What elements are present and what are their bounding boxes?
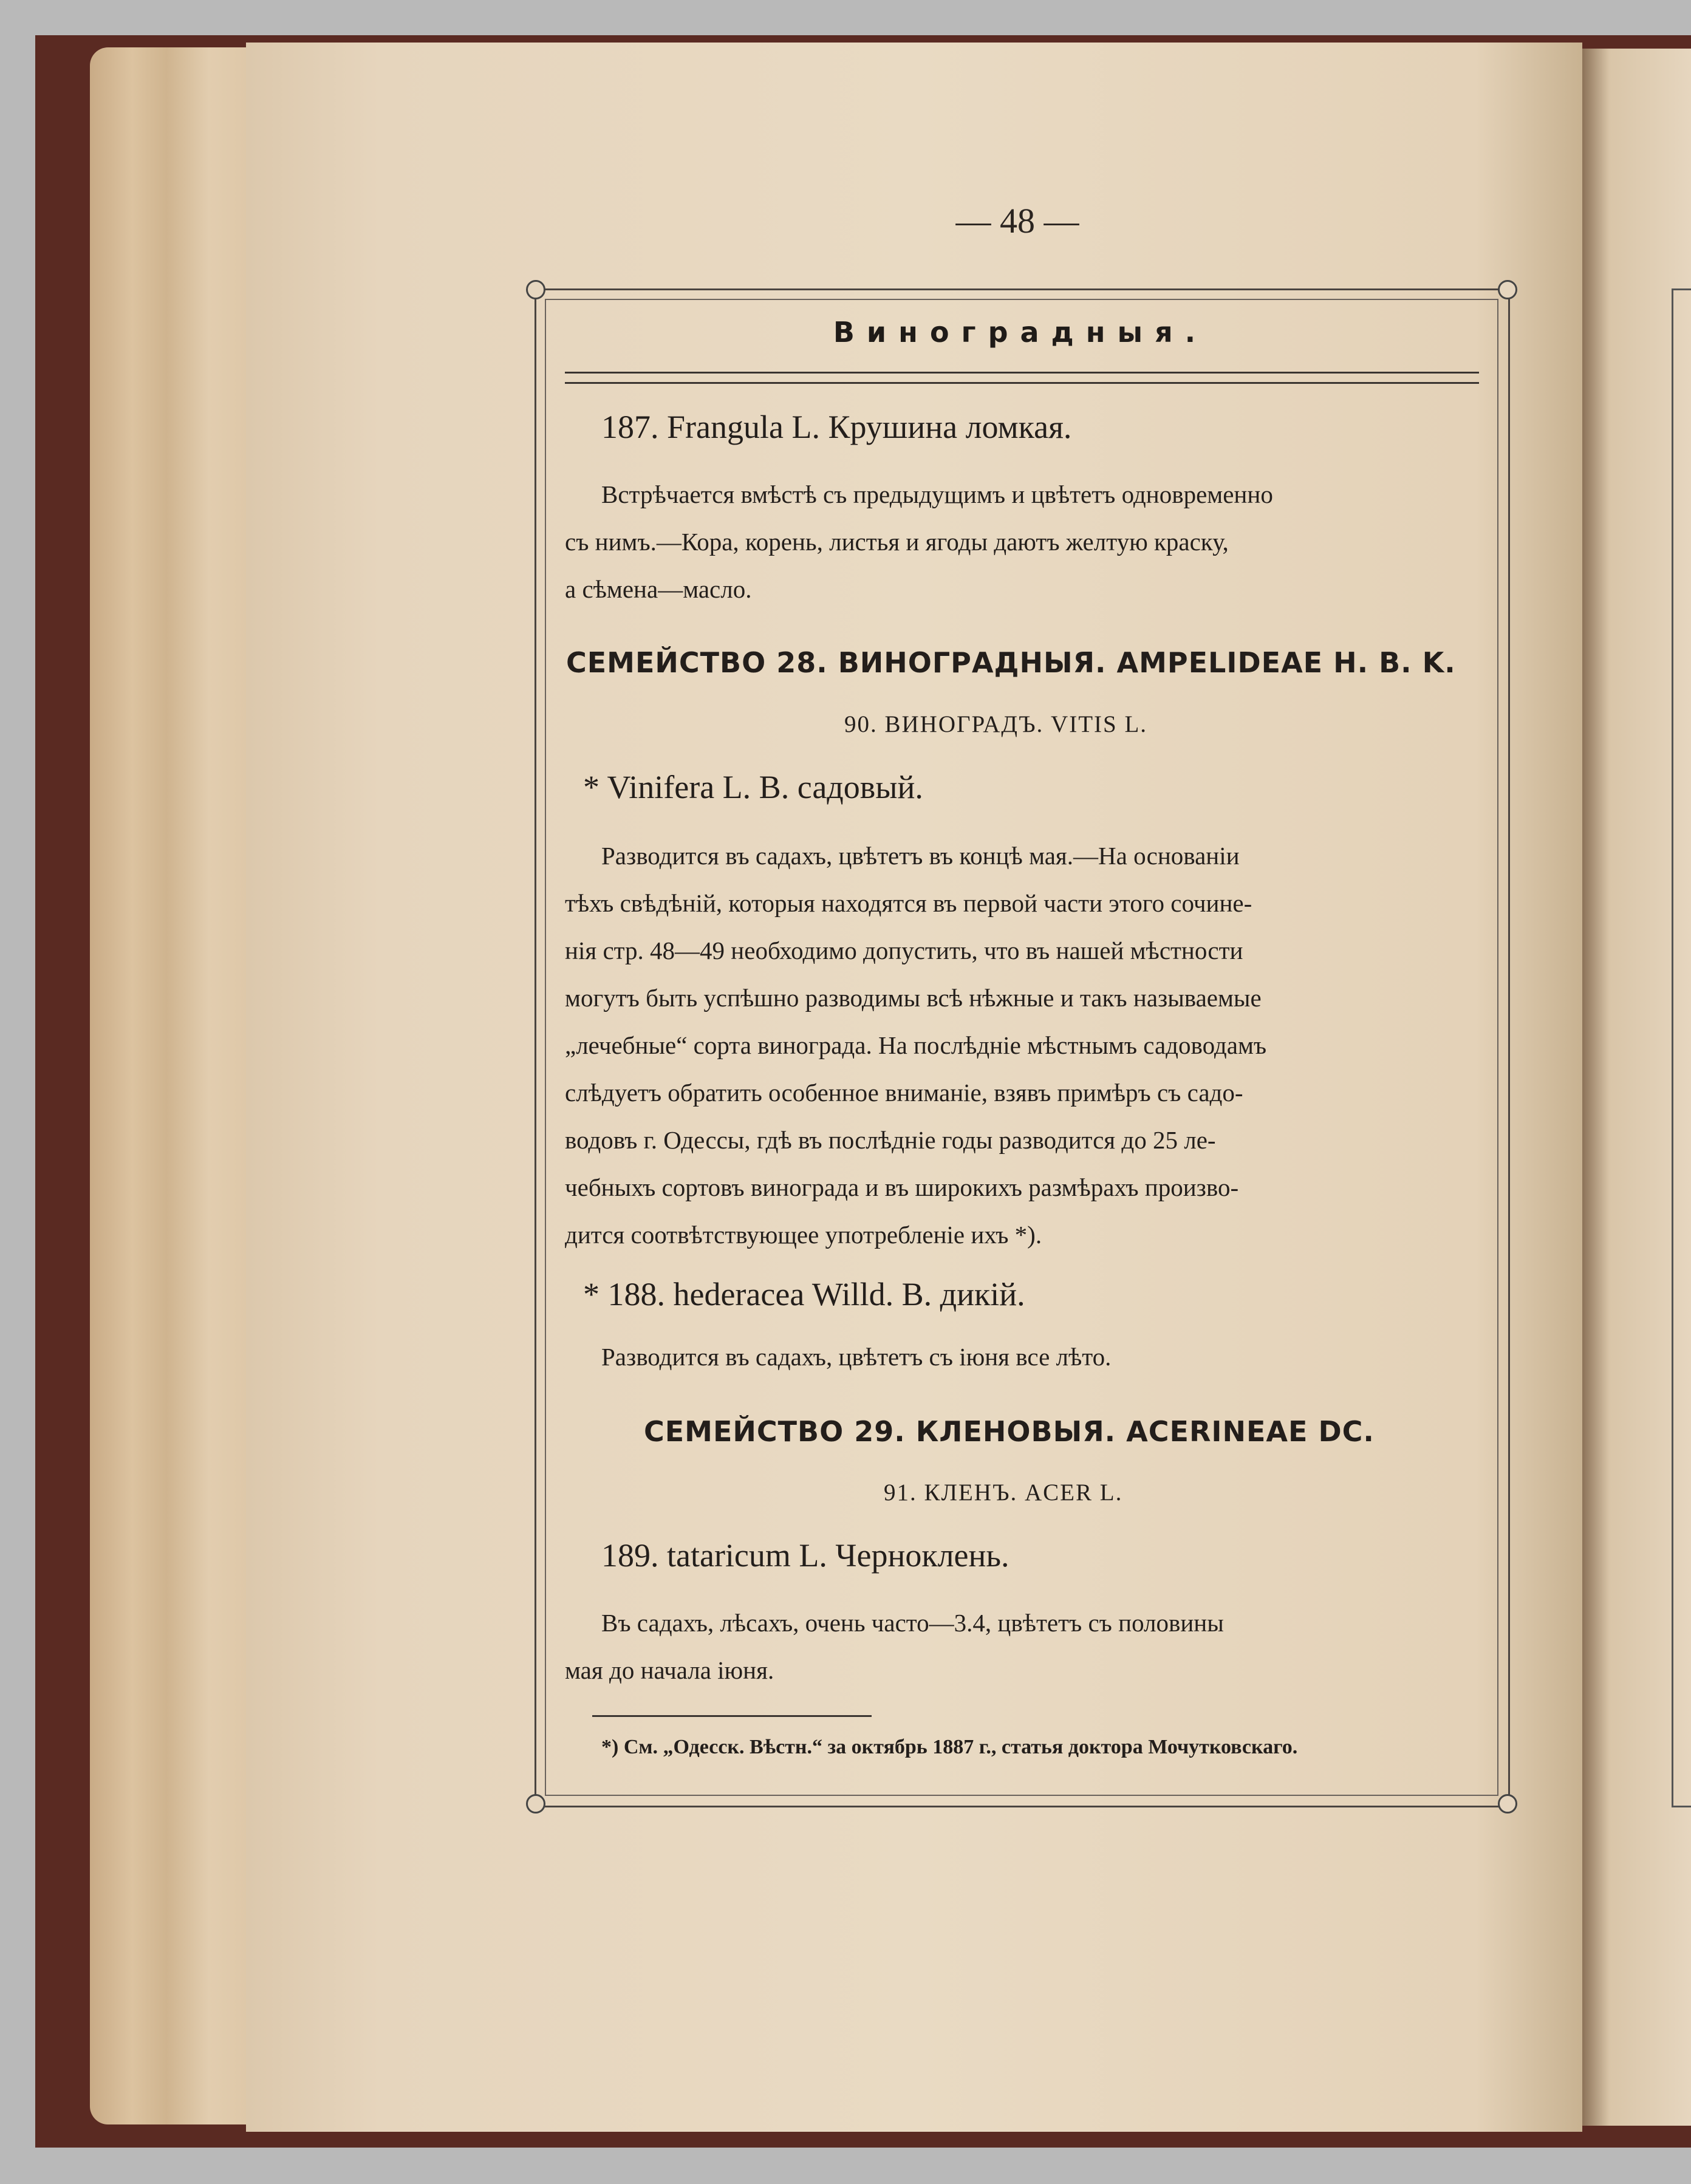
footnote-rule bbox=[592, 1715, 872, 1717]
genus-heading: 90. ВИНОГРАДЪ. VITIS L. bbox=[844, 711, 1148, 737]
species-heading: * 188. hederacea Willd. В. дикій. bbox=[583, 1276, 1025, 1312]
body-line: съ нимъ.—Кора, корень, листья и ягоды даютъ желтую краску, bbox=[565, 528, 1229, 556]
body-line: Разводится въ садахъ, цвѣтетъ съ іюня все лѣто. bbox=[601, 1343, 1112, 1371]
frame-corner-ornament bbox=[526, 280, 545, 299]
body-line: а сѣмена—масло. bbox=[565, 575, 752, 603]
family-heading: СЕМЕЙСТВО 29. КЛЕНОВЫЯ. ACERINEAE DC. bbox=[644, 1415, 1375, 1448]
header-double-rule bbox=[565, 372, 1479, 384]
species-heading: * Vinifera L. В. садовый. bbox=[583, 769, 923, 805]
body-line: могутъ быть успѣшно разводимы всѣ нѣжные и такъ называемые bbox=[565, 984, 1262, 1012]
species-heading: 189. tataricum L. Черноклень. bbox=[601, 1537, 1009, 1574]
body-line: Встрѣчается вмѣстѣ съ предыдущимъ и цвѣтетъ одновременно bbox=[601, 480, 1273, 508]
family-heading: СЕМЕЙСТВО 28. ВИНОГРАДНЫЯ. AMPELIDEAE H. B. K. bbox=[566, 646, 1456, 679]
page-edges bbox=[90, 47, 260, 2124]
frame-corner-ornament bbox=[526, 1794, 545, 1814]
facing-page-frame bbox=[1672, 288, 1691, 1807]
page-number: — 48 — bbox=[955, 201, 1079, 241]
body-line: тѣхъ свѣдѣній, которыя находятся въ первой части этого сочине- bbox=[565, 889, 1252, 917]
species-heading: 187. Frangula L. Крушина ломкая. bbox=[601, 409, 1072, 445]
frame-corner-ornament bbox=[1498, 280, 1517, 299]
body-line: водовъ г. Одессы, гдѣ въ послѣдніе годы разводится до 25 ле- bbox=[565, 1126, 1216, 1154]
body-line: Разводится въ садахъ, цвѣтетъ въ концѣ мая.—На основаніи bbox=[601, 842, 1240, 870]
running-head: Виноградныя. bbox=[833, 316, 1208, 349]
body-line: слѣдуетъ обратить особенное вниманіе, взявъ примѣръ съ садо- bbox=[565, 1079, 1243, 1107]
body-line: „лечебные“ сорта винограда. На послѣдніе мѣстнымъ садоводамъ bbox=[565, 1031, 1267, 1059]
genus-heading: 91. КЛЕНЪ. ACER L. bbox=[884, 1479, 1123, 1506]
body-line: мая до начала іюня. bbox=[565, 1656, 774, 1684]
frame-corner-ornament bbox=[1498, 1794, 1517, 1814]
body-line: чебныхъ сортовъ винограда и въ широкихъ размѣрахъ произво- bbox=[565, 1173, 1239, 1201]
footnote: *) См. „Одесск. Вѣстн.“ за октябрь 1887 г., статья доктора Мочутковскаго. bbox=[601, 1736, 1298, 1758]
body-line: дится соотвѣтствующее употребленіе ихъ *). bbox=[565, 1221, 1042, 1249]
body-line: нія стр. 48—49 необходимо допустить, что въ нашей мѣстности bbox=[565, 937, 1243, 964]
body-line: Въ садахъ, лѣсахъ, очень часто—3.4, цвѣтетъ съ половины bbox=[601, 1609, 1224, 1637]
